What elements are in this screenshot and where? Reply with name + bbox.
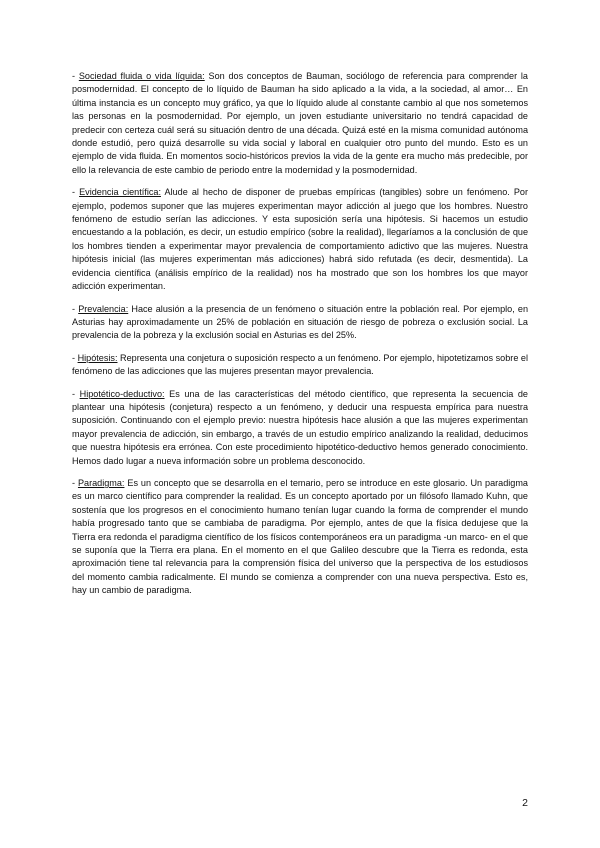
entry-prefix: - — [72, 71, 79, 81]
glossary-page — [72, 70, 528, 607]
entry-text: Es una de las características del método científico, que representa la secuencia de plantear una hipótesis (conjetura) respecto a un fenómeno, y deducir una respuesta empírica para nuestra suposición. Continuando con el ejemplo previo: nuestra hipótesis hace alusión a que las mujeres experimentan mayor prevalencia de adicción, sin embargo, a través de un estudio empírico analizando la realidad, deducimos que nuestra hipótesis era errónea. Con este procedimiento hipotético-deductivo hemos generado conocimiento. Hemos dado lugar a nueva información sobre un problema desconocido. — [72, 388, 528, 466]
entry-text: Es un concepto que se desarrolla en el temario, pero se introduce en este glosario. Un paradigma es un marco científico para comprender la realidad. Es un concepto aportado por un filósofo llamado Kuhn, que sostenía que los progresos en el conocimiento humano tenían lugar cuando la forma de comprender el mundo había progresado tanto que se cambiaba de paradigma. Por ejemplo, antes de que la física dedujese que la Tierra era redonda el paradigma científico de los físicos contemporáneos era un paradigma -un marco- en el que se suponía que la Tierra era plana. En el momento en el que Galileo descubre que la Tierra es redonda, esta aproximación tiene tal relevancia para la comprensión física del universo que la perspectiva de los estudiosos del momento cambia radicalmente. El mundo se comienza a comprender con una nueva perspectiva. Esto es, hay un cambio de paradigma. — [72, 477, 528, 596]
glossary-entry-hipotesis — [72, 352, 528, 379]
entry-prefix: - — [72, 303, 79, 314]
entry-text: Son dos conceptos de Bauman, sociólogo de referencia para comprender la posmodernidad. El concepto de lo líquido de Bauman ha sido aplicado a la vida, a la sociedad, al amor… En última instancia es un concepto muy gráfico, ya que lo líquido alude al constante cambio al que nos sometemos las personas en la posmodernidad. Por ejemplo, un joven estudiante universitario no tendrá capacidad de predecir con certeza cuál será su situación dentro de una década. Quizá esté en la misma comunidad autónoma donde estudió, pero quizá desarrolle su vida social y laboral en cualquier otro punto del mundo. Esto es un ejemplo de vida fluida. En momentos socio-históricos previos la vida de la gente era mucho más predecible, por ello la relevancia de este cambio de periodo entre la modernidad y la posmodernidad. — [72, 71, 528, 175]
entry-prefix: - — [72, 352, 78, 363]
page-number: 2 — [522, 797, 528, 809]
entry-prefix: - — [72, 187, 80, 198]
entry-term: Hipótesis: — [77, 352, 118, 363]
glossary-entry-evidencia-cientifica — [72, 186, 528, 293]
entry-text: Representa una conjetura o suposición respecto a un fenómeno. Por ejemplo, hipotetizamos sobre el fenómeno de las adicciones que las mujeres presentan mayor prevalencia. — [72, 352, 528, 377]
entry-term: Prevalencia: — [78, 303, 129, 314]
entry-term: Paradigma: — [77, 477, 125, 488]
entry-term: Sociedad fluida o vida líquida: — [78, 71, 205, 81]
entry-term: Evidencia científica: — [79, 187, 161, 198]
glossary-entry-paradigma — [72, 477, 528, 598]
glossary-entry-sociedad-fluida — [72, 70, 528, 177]
entry-term: Hipotético-deductivo: — [79, 388, 165, 399]
entry-text: Alude al hecho de disponer de pruebas empíricas (tangibles) sobre un fenómeno. Por ejemplo, podemos suponer que las mujeres experimentan mayor adicción al juego que los hombres. Nuestro fenómeno de estudio serían las adicciones. Y esta suposición sería una hipótesis. Si hacemos un estudio encuestando a la población, es decir, un estudio empírico (sobre la realidad), llegaríamos a la conclusión de que los hombres tienden a experimentar mayor prevalencia de comportamiento adictivo que las mujeres. Nuestra hipótesis inicial (las mujeres experimentan más adicciones) habrá sido refutada (es decir, desmentida). La evidencia científica (análisis empírico de la realidad) nos ha mostrado que son los hombres los que mayor adicción experimentan. — [72, 187, 528, 292]
entry-text: Hace alusión a la presencia de un fenómeno o situación entre la población real. Por ejemplo, en Asturias hay aproximadamente un 25% de población en situación de riesgo de pobreza o exclusión social. La prevalencia de la pobreza y la exclusión social en Asturias es del 25%. — [72, 303, 528, 341]
glossary-entry-prevalencia — [72, 303, 528, 343]
entry-prefix: - — [72, 477, 78, 488]
entry-prefix: - — [72, 388, 80, 399]
glossary-entry-hipotetico-deductivo — [72, 388, 528, 468]
